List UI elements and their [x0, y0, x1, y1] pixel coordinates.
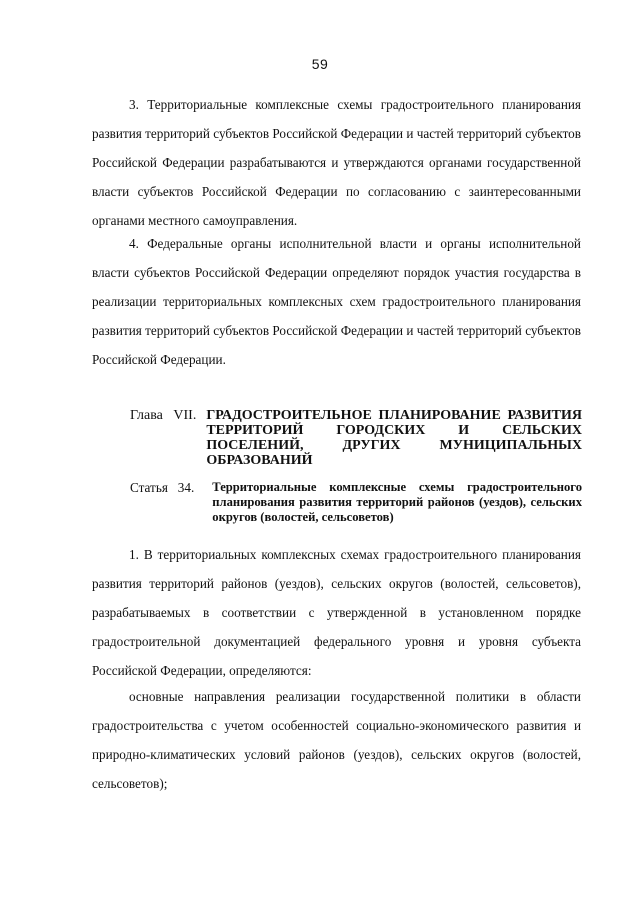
chapter-title: ГРАДОСТРОИТЕЛЬНОЕ ПЛАНИРОВАНИЕ РАЗВИТИЯ ТЕРРИТОРИЙ ГОРОДСКИХ И СЕЛЬСКИХ ПОСЕЛЕНИЙ, ДРУГИХ МУНИЦИПАЛЬНЫХ ОБРАЗОВАНИЙ	[206, 408, 582, 468]
chapter-label: Глава VII.	[130, 408, 197, 423]
article-heading	[130, 480, 582, 525]
page-number: 59	[311, 56, 329, 72]
article-title: Территориальные комплексные схемы градостроительного планирования развития территорий районов (уездов), сельских округов (волостей, сельсоветов)	[212, 480, 582, 524]
paragraph-3: 3. Территориальные комплексные схемы градостроительного планирования развития территорий субъектов Российской Федерации и частей территорий субъектов Российской Федерации разрабатываются и утверждаются органами государственной власти субъектов Российской Федерации по согласованию с заинтересованными органами местного самоуправления.	[92, 97, 581, 228]
paragraph-4: 4. Федеральные органы исполнительной власти и органы исполнительной власти субъектов Российской Федерации определяют порядок участия государства в реализации территориальных комплексных схем градостроительного планирования развития территорий субъектов Российской Федерации и частей территорий субъектов Российской Федерации.	[92, 236, 581, 367]
article-paragraph-2: основные направления реализации государственной политики в области градостроительства с учетом особенностей социально-экономического развития и природно-климатических условий районов (уездов), сельских округов (волостей, сельсоветов);	[92, 689, 581, 791]
chapter-heading	[130, 408, 582, 468]
article-paragraph-1: 1. В территориальных комплексных схемах градостроительного планирования развития территорий районов (уездов), сельских округов (волостей, сельсоветов), разрабатываемых в соответствии с утвержденной в установленном порядке градостроительной документацией федерального уровня и уровня субъекта Российской Федерации, определяются:	[92, 547, 581, 678]
article-label: Статья 34.	[130, 480, 195, 495]
